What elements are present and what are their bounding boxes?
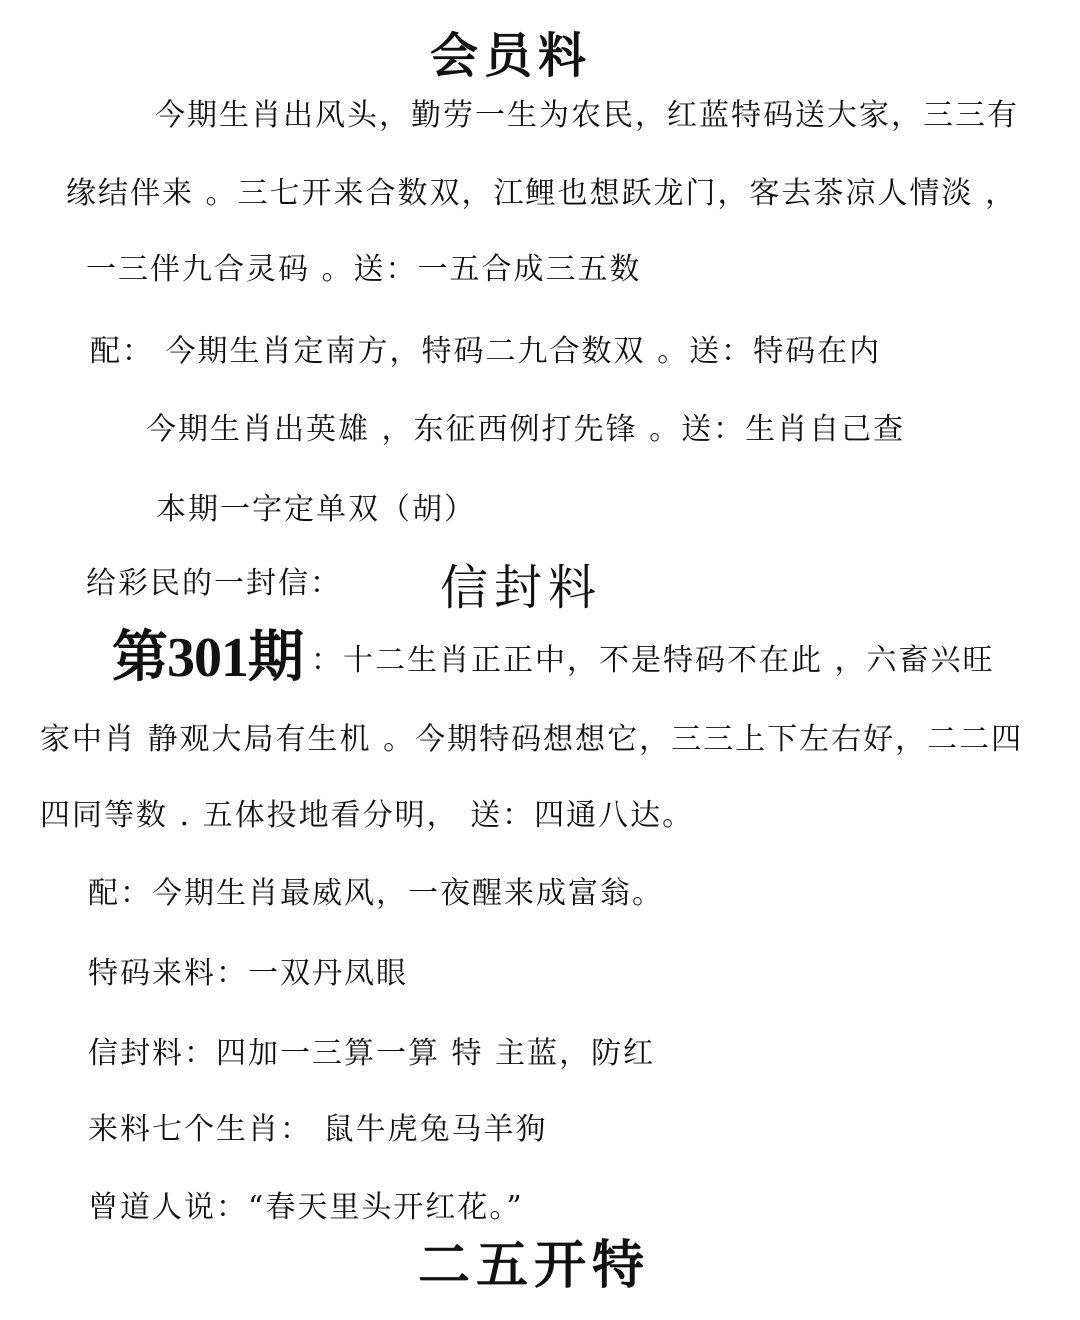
- envelope-title: 信封料: [440, 560, 603, 616]
- footer-title: 二五开特: [418, 1235, 651, 1296]
- letter-line-7: 来料七个生肖： 鼠牛虎兔马羊狗: [88, 1112, 548, 1147]
- member-line-4: 配： 今期生肖定南方，特码二九合数双 。送：特码在内: [90, 334, 882, 369]
- page-title: 会员料: [430, 28, 593, 84]
- letter-line-2: 家中肖 静观大局有生机 。今期特码想想它，三三上下左右好，二二四: [40, 722, 1024, 757]
- member-line-2: 缘结伴来 。三七开来合数双，江鲤也想跃龙门，客去茶凉人情淡 ，: [66, 176, 1018, 211]
- letter-line-6: 信封料：四加一三算一算 特 主蓝，防红: [88, 1036, 656, 1071]
- issue-line: [112, 627, 995, 689]
- member-line-1: 今期生肖出风头，勤劳一生为农民，红蓝特码送大家，三三有: [155, 98, 1019, 133]
- issue-number: 第301期: [112, 627, 303, 689]
- member-line-6: 本期一字定单双（胡）: [156, 492, 476, 527]
- letter-line-3: 四同等数 . 五体投地看分明， 送：四通八达。: [40, 798, 695, 833]
- letter-line-8: 曾道人说：“春天里头开红花。”: [88, 1190, 524, 1225]
- letter-line-4: 配：今期生肖最威风，一夜醒来成富翁。: [88, 876, 664, 911]
- issue-line-text: ：十二生肖正正中，不是特码不在此 ，六畜兴旺: [311, 643, 995, 678]
- member-line-5: 今期生肖出英雄 ，东征西例打先锋 。送：生肖自己查: [146, 412, 906, 447]
- letter-line-5: 特码来料：一双丹凤眼: [88, 956, 408, 991]
- member-line-3: 一三伴九合灵码 。送：一五合成三五数: [86, 252, 642, 287]
- letter-intro: 给彩民的一封信：: [86, 566, 342, 601]
